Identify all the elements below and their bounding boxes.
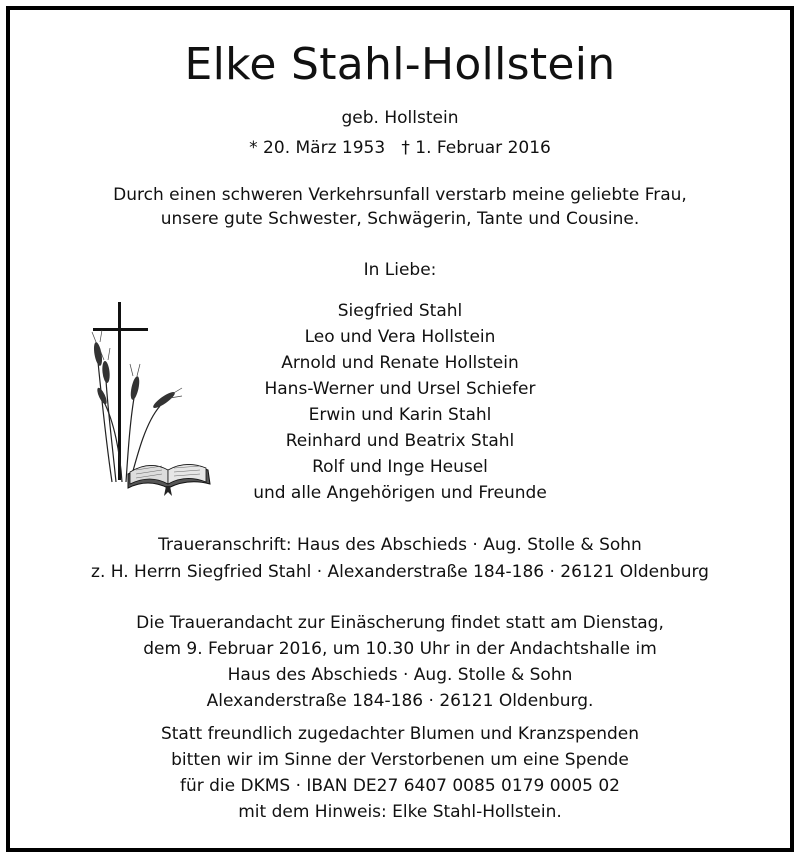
mourner-name: Erwin und Karin Stahl <box>308 405 492 425</box>
intro-line: unsere gute Schwester, Schwägerin, Tante und Cousine. <box>160 209 640 229</box>
donation-line: bitten wir im Sinne der Verstorbenen um eine Spende <box>171 750 629 770</box>
service-line: Alexanderstraße 184-186 · 26121 Oldenburg. <box>206 691 594 711</box>
deceased-name: Elke Stahl-Hollstein <box>184 39 616 90</box>
service-line: Haus des Abschieds · Aug. Stolle & Sohn <box>227 665 573 685</box>
mourner-name: Siegfried Stahl <box>337 301 463 321</box>
service-line: Die Trauerandacht zur Einäscherung findet statt am Dienstag, <box>136 613 664 633</box>
mourner-name: Rolf und Inge Heusel <box>312 457 488 477</box>
donation-line: mit dem Hinweis: Elke Stahl-Hollstein. <box>238 802 562 822</box>
address-line: Traueranschrift: Haus des Abschieds · Aug. Stolle & Sohn <box>158 535 642 555</box>
donation-line: Statt freundlich zugedachter Blumen und Kranzspenden <box>160 724 640 744</box>
life-dates: * 20. März 1953 † 1. Februar 2016 <box>249 138 551 158</box>
maiden-name: geb. Hollstein <box>341 108 459 128</box>
cross-wheat-book-icon <box>82 302 214 498</box>
in-love-heading: In Liebe: <box>363 260 437 280</box>
service-line: dem 9. Februar 2016, um 10.30 Uhr in der Andachtshalle im <box>143 639 657 659</box>
mourner-name: und alle Angehörigen und Freunde <box>253 483 547 503</box>
mourner-name: Reinhard und Beatrix Stahl <box>285 431 515 451</box>
donation-line: für die DKMS · IBAN DE27 6407 0085 0179 0005 02 <box>179 776 621 796</box>
mourner-name: Hans-Werner und Ursel Schiefer <box>264 379 536 399</box>
address-line: z. H. Herrn Siegfried Stahl · Alexanderstraße 184-186 · 26121 Oldenburg <box>91 562 709 582</box>
intro-line: Durch einen schweren Verkehrsunfall verstarb meine geliebte Frau, <box>113 185 687 205</box>
mourner-name: Arnold und Renate Hollstein <box>281 353 519 373</box>
mourner-name: Leo und Vera Hollstein <box>304 327 496 347</box>
